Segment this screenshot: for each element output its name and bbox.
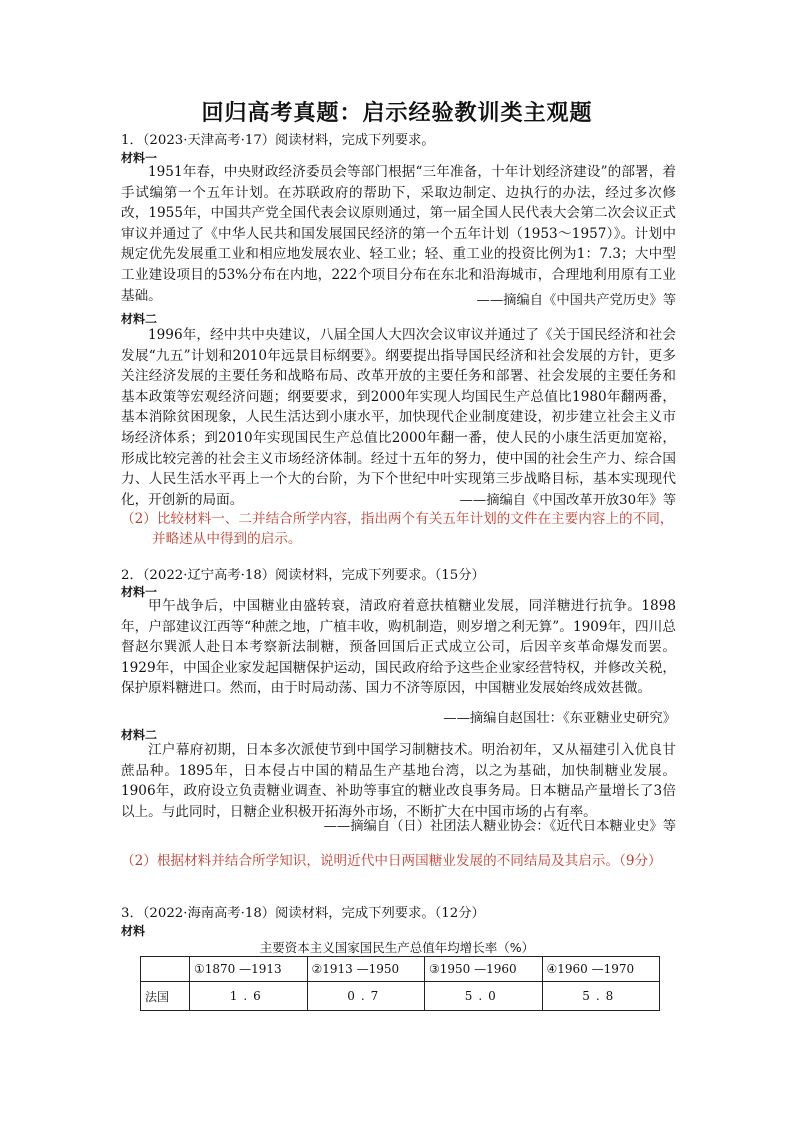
- table-cell: 5.0: [425, 982, 543, 1011]
- table-cell: 5.8: [542, 982, 660, 1011]
- table-header-cell: [141, 957, 190, 982]
- table-header-cell: ③1950 —1960: [425, 957, 543, 982]
- question-3-heading: 3．（2022·海南高考·18）阅读材料，完成下列要求。（12分）: [121, 906, 485, 921]
- q1-requirement: [121, 509, 681, 549]
- table-header-cell: ④1960 —1970: [542, 957, 660, 982]
- page-title: 回归高考真题：启示经验教训类主观题: [201, 100, 593, 126]
- q2-material-1-label: 材料一: [121, 585, 158, 599]
- table-header-row: [141, 957, 660, 982]
- q2-requirement: （2）根据材料并结合所学知识，说明近代中日两国糖业发展的不同结局及其启示。（9分）: [121, 853, 662, 869]
- q1-material-1-source: ——摘编自《中国共产党历史》等: [476, 293, 676, 308]
- q2-material-2-source: ——摘编自（日）社团法人糖业协会：《近代日本糖业史》等: [323, 819, 676, 834]
- table-caption: 主要资本主义国家国民生产总值年均增长率（%）: [259, 940, 535, 955]
- q1-material-2-label: 材料二: [121, 312, 158, 326]
- table-cell: 0.7: [307, 982, 425, 1011]
- question-2-heading: 2．（2022·辽宁高考·18）阅读材料，完成下列要求。（15分）: [121, 568, 485, 583]
- q2-material-1-source: ——摘编自赵国壮：《东亚糖业史研究》: [443, 711, 676, 726]
- q2-material-1-text: 甲午战争后，中国糖业由盛转衰，清政府着意扶植糖业发展，同洋糖进行抗争。1898年，户部建议江西等“种蔗之地，广植丰收，购机制造，则岁增之利无算”。1909年，四川总督赵尔巽派人赴日本考察新法制糖，预备回国后正式成立公司，后因辛亥革命爆发而罢。1929年，中国企业家发起国糖保护运动，国民政府给予这些企业家经营特权，并修改关税，保护原料糖进口。然而，由于时局动荡、国力不济等原因，中国糖业发展始终成效甚微。: [121, 598, 676, 697]
- q1-material-1-text: 1951年春，中央财政经济委员会等部门根据“三年准备，十年计划经济建设”的部署，着手试编第一个五年计划。在苏联政府的帮助下，采取边制定、边执行的办法，经过多次修改，1955年，中国共产党全国代表会议原则通过，第一届全国人民代表大会第二次会议正式审议并通过了《中华人民共和国发展国民经济的第一个五年计划（1953～1957）》。计划中规定优先发展重工业和相应地发展农业、轻工业；轻、重工业的投资比例为1：7.3；大中型工业建设项目的53%分布在内地，222个项目分布在东北和沿海城市，合理地利用原有工业基础。: [121, 164, 676, 304]
- table-cell: 1.6: [190, 982, 308, 1011]
- question-1-heading: 1．（2023·天津高考·17）阅读材料，完成下列要求。: [121, 133, 435, 148]
- q1-material-2-source: ——摘编自《中国改革开放30年》等: [459, 493, 676, 508]
- table-header-cell: ②1913 —1950: [307, 957, 425, 982]
- table-row: [141, 982, 660, 1011]
- q1-material-1-label: 材料一: [121, 151, 158, 165]
- q3-material-label: 材料: [121, 924, 146, 938]
- q1-material-2-text: 1996年，经中共中央建议，八届全国人大四次会议审议并通过了《关于国民经济和社会发展“九五”计划和2010年远景目标纲要》。纲要提出指导国民经济和社会发展的方针，更多关注经济发展的主要任务和战略布局、改革开放的主要任务和部署、社会发展的主要任务和基本政策等宏观经济问题；纲要要求，到2000年实现人均国民生产总值比1980年翻两番，基本消除贫困现象，人民生活达到小康水平，加快现代企业制度建设，初步建立社会主义市场经济体系；到2010年实现国民生产总值比2000年翻一番，使人民的小康生活更加宽裕，形成比较完善的社会主义市场经济体制。经过十五年的努力，使中国的社会生产力、综合国力、人民生活水平再上一个大的台阶，为下个世纪中叶实现第三步战略目标，基本实现现代化，开创新的局面。: [121, 327, 676, 508]
- table-row-country: 法国: [141, 982, 190, 1011]
- q2-material-2-text: 江户幕府初期，日本多次派使节到中国学习制糖技术。明治初年，又从福建引入优良甘蔗品种。1895年，日本侵占中国的精品生产基地台湾，以之为基础，加快制糖业发展。1906年，政府设立负责糖业调查、补助等事宜的糖业改良事务局。日本糖品产量增长了3倍以上。与此同时，日糖企业积极开拓海外市场，不断扩大在中国市场的占有率。: [121, 742, 676, 820]
- q1-requirement-line-2: 并略述从中得到的启示。: [152, 531, 302, 547]
- growth-rate-table: [140, 956, 660, 1011]
- q2-material-2-label: 材料二: [121, 728, 158, 742]
- table-header-cell: ①1870 —1913: [190, 957, 308, 982]
- q1-requirement-line-1: （2）比较材料一、二并结合所学内容，指出两个有关五年计划的文件在主要内容上的不同，: [121, 511, 674, 527]
